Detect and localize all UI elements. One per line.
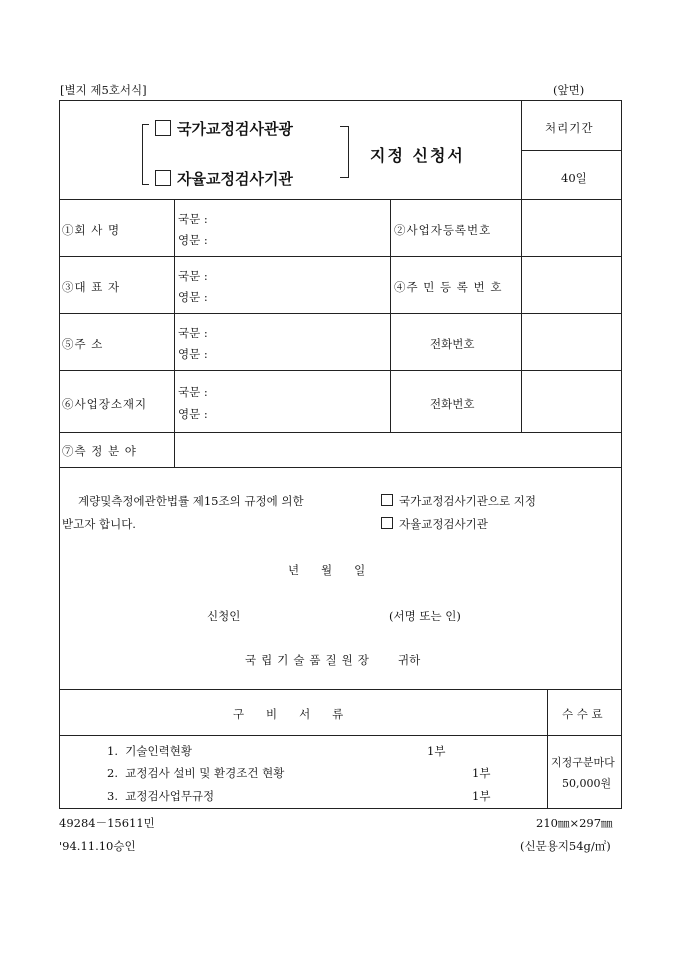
business-location-label: ⑥사업장소재지	[62, 397, 148, 411]
required-documents-header: 구 비 서 류	[233, 707, 344, 721]
processing-period-label: 처리기간	[545, 121, 594, 135]
company-name-korean[interactable]: 국문 :	[178, 212, 208, 226]
address-korean[interactable]: 국문 :	[178, 326, 208, 340]
option-national-calibration[interactable]: 국가교정검사관광	[155, 118, 293, 139]
check-autonomous-designation[interactable]: 자율교정검사기관	[381, 516, 488, 532]
document-item: 3. 교정검사업무규정	[107, 789, 215, 803]
checkbox-icon[interactable]	[155, 170, 171, 186]
declaration-text: 계량및측정에관한법률 제15조의 규정에 의한	[78, 494, 304, 508]
representative-korean[interactable]: 국문 :	[178, 269, 208, 283]
form-title: 지정 신청서	[370, 146, 465, 165]
business-location-english[interactable]: 영문 :	[178, 407, 208, 421]
checkbox-icon[interactable]	[155, 120, 171, 136]
applicant-label: 신청인	[207, 609, 241, 623]
resident-registration-label: ④주 민 등 록 번 호	[394, 280, 503, 294]
page-side-label: (앞면)	[553, 83, 585, 97]
paper-size: 210㎜×297㎜	[536, 816, 613, 830]
document-item: 2. 교정검사 설비 및 환경조건 현황	[107, 766, 285, 780]
fee-header: 수 수 료	[562, 707, 603, 721]
document-item: 1. 기술인력현황	[107, 744, 192, 758]
form-reference: [별지 제5호서식]	[60, 83, 147, 97]
signature-label[interactable]: (서명 또는 인)	[389, 609, 461, 623]
document-count: 1부	[472, 766, 491, 780]
option-autonomous-calibration[interactable]: 자율교정검사기관	[155, 168, 293, 189]
business-registration-label: ②사업자등록번호	[394, 223, 492, 237]
phone-label: 전화번호	[430, 397, 475, 411]
checkbox-icon[interactable]	[381, 517, 393, 529]
application-form	[59, 100, 622, 809]
phone-label: 전화번호	[430, 337, 475, 351]
form-code: 49284－15611민	[59, 816, 155, 830]
document-count: 1부	[472, 789, 491, 803]
document-count: 1부	[427, 744, 446, 758]
recipient: 국립기술품질원장	[245, 653, 374, 667]
measurement-field-label: ⑦측 정 분 야	[62, 444, 137, 458]
address-english[interactable]: 영문 :	[178, 347, 208, 361]
address-label: ⑤주 소	[62, 337, 104, 351]
business-location-korean[interactable]: 국문 :	[178, 385, 208, 399]
representative-english[interactable]: 영문 :	[178, 290, 208, 304]
fee-amount: 50,000원	[562, 777, 612, 790]
company-name-label: ①회 사 명	[62, 223, 121, 237]
check-national-designation[interactable]: 국가교정검사기관으로 지정	[381, 493, 536, 509]
paper-type: (신문용지54g/㎡)	[520, 839, 611, 853]
representative-label: ③대 표 자	[62, 280, 121, 294]
recipient-suffix: 귀하	[398, 653, 421, 667]
declaration-text-cont: 받고자 합니다.	[62, 517, 136, 531]
processing-period-value: 40일	[561, 171, 587, 185]
checkbox-icon[interactable]	[381, 494, 393, 506]
approval-date: '94.11.10승인	[59, 839, 136, 853]
application-date[interactable]: 년 월 일	[288, 563, 366, 577]
fee-description: 지정구분마다	[551, 756, 615, 769]
company-name-english[interactable]: 영문 :	[178, 233, 208, 247]
